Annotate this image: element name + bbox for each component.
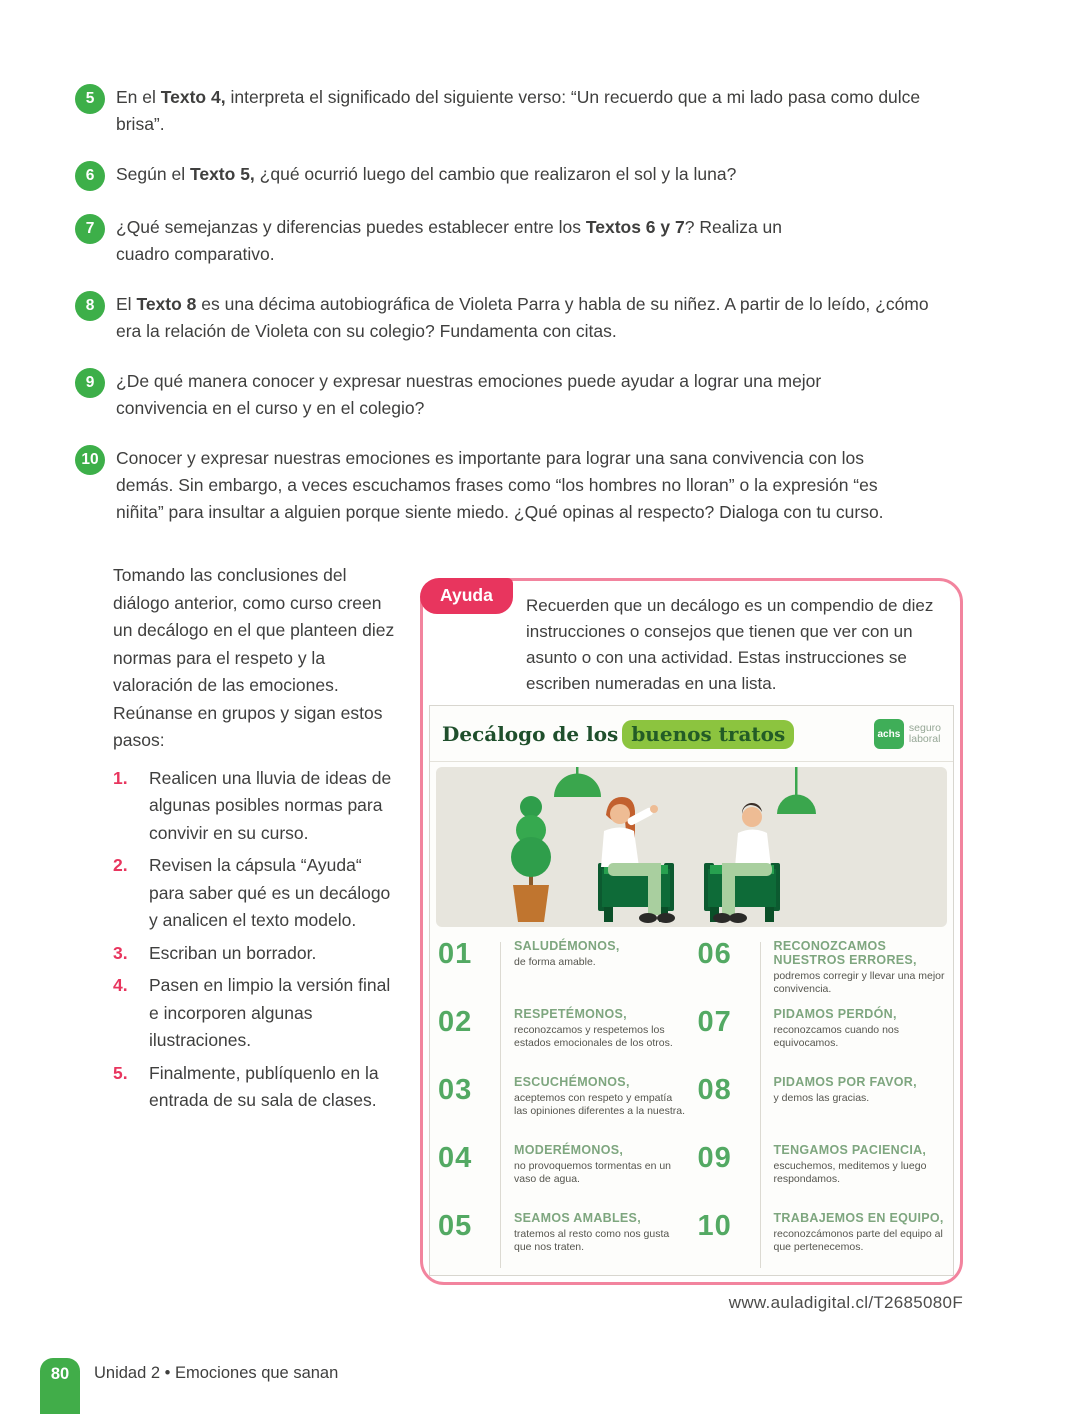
decalogo-item — [438, 1072, 688, 1138]
item-description: reconozcámonos parte del equipo al que pertenecemos. — [773, 1228, 943, 1253]
infographic-title-highlight: buenos tratos — [622, 720, 794, 749]
ayuda-help-box — [420, 578, 963, 1285]
question-text: El Texto 8 es una décima autobiográfica de Violeta Parra y habla de su niñez. A partir de lo leído, ¿cómo era la relación de Violeta con su colegio? Fundamenta con citas. — [116, 294, 929, 341]
resource-url: www.auladigital.cl/T2685080F — [728, 1293, 963, 1312]
item-description: escuchemos, meditemos y luego respondamos. — [773, 1160, 927, 1185]
question-number-badge: 7 — [75, 214, 105, 244]
question-item — [75, 291, 985, 345]
topiary-tree — [511, 796, 551, 922]
decalogo-column-left — [438, 936, 688, 1276]
pendant-lamp-icon — [777, 767, 816, 814]
decalogo-item — [698, 936, 948, 1002]
achs-logo — [874, 719, 941, 749]
decalogo-infographic — [429, 705, 954, 1276]
question-item — [75, 84, 985, 138]
step-text: Realicen una lluvia de ideas de algunas posibles normas para convivir en su curso. — [149, 767, 392, 843]
infographic-header — [430, 706, 953, 762]
step-number: 1. — [113, 767, 128, 788]
question-item — [75, 214, 985, 268]
question-text: ¿Qué semejanzas y diferencias puedes establecer entre los Textos 6 y 7? Realiza un cuadro comparativo. — [116, 217, 783, 264]
item-title: MODERÉMONOS, — [514, 1143, 624, 1157]
question-text: En el Texto 4, interpreta el significado del siguiente verso: “Un recuerdo que a mi lado pasa como dulce brisa”. — [116, 87, 921, 134]
item-description: aceptemos con respeto y empatía las opiniones diferentes a la nuestra. — [514, 1092, 686, 1117]
decalogo-item — [698, 1004, 948, 1070]
infographic-title-prefix: Decálogo de los — [442, 722, 619, 746]
step-text: Pasen en limpio la versión final e incorporen algunas ilustraciones. — [149, 975, 391, 1050]
question-number-badge: 5 — [75, 84, 105, 114]
question-item — [75, 368, 985, 422]
step-number: 3. — [113, 942, 128, 963]
item-description: reconozcamos y respetemos los estados emocionales de los otros. — [514, 1024, 673, 1049]
achs-logo-icon: achs — [874, 719, 904, 749]
step-text: Finalmente, publíquenlo en la entrada de su sala de clases. — [149, 1062, 379, 1110]
item-number: 04 — [438, 1142, 473, 1174]
step-item — [113, 1060, 413, 1115]
decalogo-item — [698, 1072, 948, 1138]
decalogo-item — [438, 1140, 688, 1206]
decalogo-item — [698, 1208, 948, 1274]
infographic-title — [442, 722, 794, 746]
item-number: 05 — [438, 1210, 473, 1242]
activity-intro: Tomando las conclusiones del diálogo anterior, como curso creen un decálogo en el que planteen diez normas para el respeto y la valoración de las emociones. Reúnanse en grupos y sigan estos pasos: — [113, 565, 395, 750]
item-number: 01 — [438, 938, 473, 970]
item-description: podremos corregir y llevar una mejor convivencia. — [773, 970, 945, 995]
item-title: RESPETÉMONOS, — [514, 1007, 627, 1021]
question-number-badge: 10 — [75, 445, 105, 475]
item-number: 06 — [697, 938, 732, 970]
question-number-badge: 9 — [75, 368, 105, 398]
item-title: SALUDÉMONOS, — [514, 939, 620, 953]
activity-steps — [113, 765, 413, 1115]
question-number-badge: 6 — [75, 161, 105, 191]
step-item — [113, 852, 413, 935]
step-number: 4. — [113, 975, 128, 995]
pendant-lamp-icon — [554, 767, 601, 797]
item-description: tratemos al resto como nos gusta que nos traten. — [514, 1228, 670, 1253]
item-title: SEAMOS AMABLES, — [514, 1211, 641, 1225]
item-title: RECONOZCAMOS NUESTROS ERRORES, — [773, 939, 917, 967]
unit-footer-label: Unidad 2 • Emociones que sanan — [94, 1364, 339, 1382]
question-text: Según el Texto 5, ¿qué ocurrió luego del cambio que realizaron el sol y la luna? — [116, 164, 737, 184]
item-number: 09 — [697, 1142, 732, 1174]
conversation-illustration — [436, 767, 947, 927]
step-item — [113, 765, 413, 848]
ayuda-badge: Ayuda — [420, 578, 513, 614]
item-description: y demos las gracias. — [773, 1092, 870, 1104]
question-number-badge: 8 — [75, 291, 105, 321]
item-number: 10 — [697, 1210, 732, 1242]
step-number: 5. — [113, 1062, 128, 1083]
decalogo-column-right — [698, 936, 948, 1276]
questions-section — [75, 84, 985, 549]
step-item — [113, 940, 413, 968]
item-number: 08 — [697, 1074, 732, 1106]
step-item — [113, 972, 413, 1055]
question-text: Conocer y expresar nuestras emociones es importante para lograr una sana convivencia con los demás. Sin embargo, a veces escuchamos frases como “los hombres no lloran” o la expresión “es niñita” para insultar a alguien porque siente miedo. ¿Qué opinas al respecto? Dialoga con tu curso. — [116, 448, 884, 522]
item-number: 03 — [438, 1074, 473, 1106]
achs-logo-caption: seguro laboral — [908, 722, 941, 745]
item-title: ESCUCHÉMONOS, — [514, 1075, 630, 1089]
item-description: reconozcamos cuando nos equivocamos. — [773, 1024, 899, 1049]
item-title: TENGAMOS PACIENCIA, — [773, 1143, 927, 1157]
page-number-badge: 80 — [40, 1358, 80, 1414]
item-number: 07 — [697, 1006, 732, 1038]
illustration-svg — [436, 767, 947, 927]
question-text: ¿De qué manera conocer y expresar nuestras emociones puede ayudar a lograr una mejor convivencia en el curso y en el colegio? — [116, 371, 822, 418]
decalogo-item — [438, 1004, 688, 1070]
decalogo-items — [430, 932, 953, 1276]
question-item — [75, 445, 985, 526]
decalogo-item — [438, 1208, 688, 1274]
decalogo-item — [438, 936, 688, 1002]
ayuda-text: Recuerden que un decálogo es un compendio de diez instrucciones o consejos que tienen que ver con un asunto o con una actividad. Estas instrucciones se escriben numeradas en una lista. — [526, 596, 934, 693]
item-number: 02 — [438, 1006, 473, 1038]
decalogo-item — [698, 1140, 948, 1206]
item-title: TRABAJEMOS EN EQUIPO, — [773, 1211, 944, 1225]
step-text: Escriban un borrador. — [149, 942, 317, 963]
item-description: de forma amable. — [514, 956, 596, 968]
question-item — [75, 161, 985, 191]
step-number: 2. — [113, 855, 128, 875]
step-text: Revisen la cápsula “Ayuda“ para saber qué es un decálogo y analicen el texto modelo. — [149, 855, 391, 930]
item-title: PIDAMOS PERDÓN, — [773, 1007, 897, 1021]
activity-instructions — [113, 562, 413, 1120]
item-description: no provoquemos tormentas en un vaso de agua. — [514, 1160, 672, 1185]
item-title: PIDAMOS POR FAVOR, — [773, 1075, 917, 1089]
